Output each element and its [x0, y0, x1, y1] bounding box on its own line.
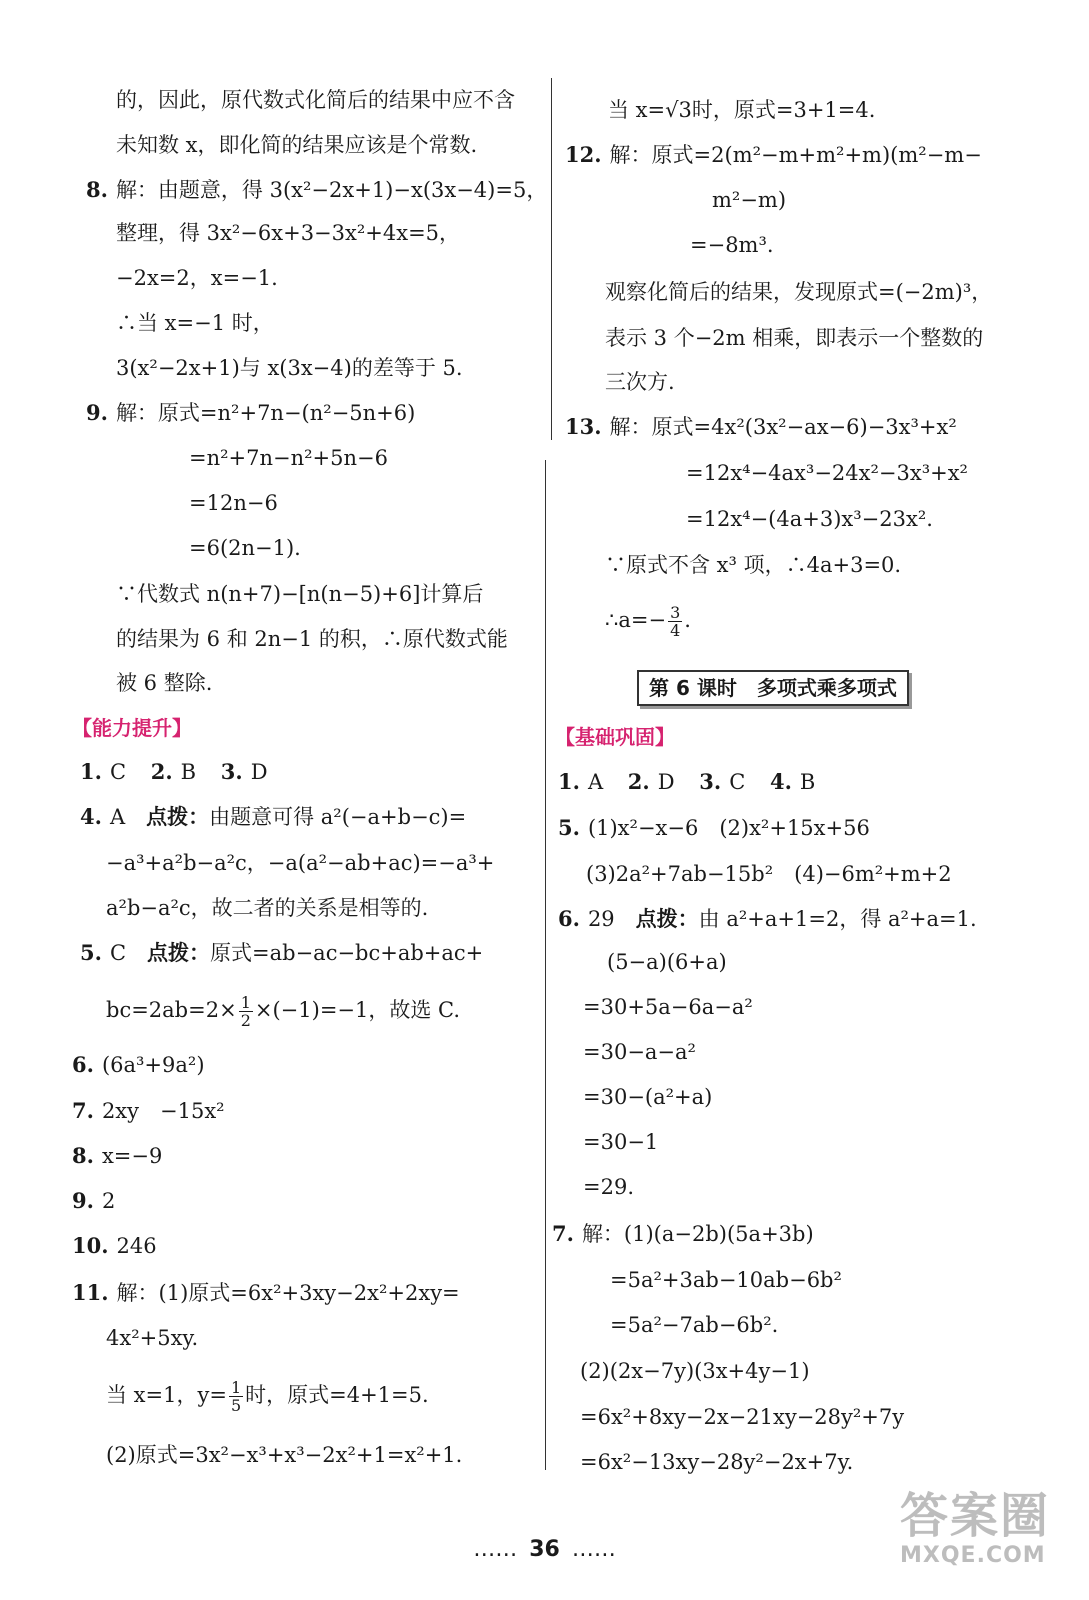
answers-1-4: 1. A 2. D 3. C 4. B — [558, 769, 816, 794]
footer-dots-right: …… — [571, 1537, 616, 1562]
answer-11: 11. 解：(1)原式=6x²+3xy−2x²+2xy= — [72, 1280, 460, 1305]
text-line: =30−a−a² — [583, 1040, 696, 1064]
watermark-url: MXQE.COM — [900, 1543, 1046, 1568]
answer-4: 4. A 点拨：由题意可得 a²(−a+b−c)= — [80, 804, 467, 829]
text-line: 被 6 整除. — [116, 671, 213, 695]
text-line: (3)2a²+7ab−15b² (4)−6m²+m+2 — [586, 862, 952, 886]
text-line: m²−m) — [712, 188, 787, 212]
text-line: 的，因此，原代数式化简后的结果中应不含 — [116, 88, 515, 112]
section-heading-ability: 【能力提升】 — [72, 716, 192, 740]
text-line: −2x=2，x=−1. — [116, 266, 278, 290]
lesson-title-box — [637, 670, 909, 706]
lesson-number: 第 6 课时 — [649, 676, 737, 700]
answer-10: 10. 246 — [72, 1233, 157, 1258]
text-line: =6x²−13xy−28y²−2x+7y. — [580, 1450, 854, 1474]
text-line: =12x⁴−(4a+3)x³−23x². — [686, 507, 933, 531]
text-line: 三次方. — [605, 370, 675, 394]
fraction: $\frac{1}{5}$ — [230, 1378, 242, 1415]
answer-6-right: 6. 29 点拨：由 a²+a+1=2，得 a²+a=1. — [558, 906, 977, 931]
answers-1-3: 1. C 2. B 3. D — [80, 759, 268, 784]
answer-5: 5. C 点拨：原式=ab−ac−bc+ab+ac+ — [80, 940, 484, 965]
text-line: 4x²+5xy. — [106, 1326, 199, 1350]
column-divider-bottom — [545, 460, 546, 1470]
answer-8: 8. 解：由题意，得 3(x²−2x+1)−x(3x−4)=5， — [86, 177, 548, 202]
text-line: (2)(2x−7y)(3x+4y−1) — [580, 1359, 810, 1383]
text-line: 未知数 x，即化简的结果应该是个常数. — [116, 133, 478, 157]
text-line: 的结果为 6 和 2n−1 的积，∴原代数式能 — [116, 627, 508, 651]
section-heading-basics: 【基础巩固】 — [555, 725, 675, 749]
text-line: =30−(a²+a) — [583, 1085, 713, 1109]
watermark-logo: 答案圈 — [900, 1488, 1051, 1544]
text-line: ∵原式不含 x³ 项，∴4a+3=0. — [605, 553, 902, 577]
text-line: ∴a=− $\frac{3}{4}$ . — [605, 603, 691, 640]
watermark — [900, 1490, 1050, 1570]
answer-5-right: 5. (1)x²−x−6 (2)x²+15x+56 — [558, 815, 870, 840]
text-line: 3(x²−2x+1)与 x(3x−4)的差等于 5. — [116, 356, 463, 380]
text-line: =30−1 — [583, 1130, 659, 1154]
fraction: $\frac{1}{2}$ — [240, 993, 251, 1030]
text-line: =12n−6 — [189, 491, 278, 515]
text-line: bc=2ab=2× $\frac{1}{2}$ ×(−1)=−1，故选 C. — [106, 993, 461, 1030]
page-number: 36 — [529, 1537, 560, 1562]
text-line: =5a²−7ab−6b². — [610, 1313, 779, 1337]
text-line: 整理，得 3x²−6x+3−3x²+4x=5， — [116, 221, 461, 245]
text-line: ∴当 x=−1 时， — [116, 311, 274, 335]
column-divider-top — [551, 78, 552, 440]
text-line: ∵代数式 n(n+7)−[n(n−5)+6]计算后 — [116, 582, 484, 606]
text-line: =29. — [583, 1175, 634, 1199]
answer-12: 12. 解：原式=2(m²−m+m²+m)(m²−m− — [565, 142, 982, 167]
answer-7: 7. 2xy −15x² — [72, 1098, 225, 1123]
answer-8b: 8. x=−9 — [72, 1143, 163, 1168]
text-line: 观察化简后的结果，发现原式=(−2m)³， — [605, 280, 993, 304]
answer-9: 9. 解：原式=n²+7n−(n²−5n+6) — [86, 400, 416, 425]
answer-13: 13. 解：原式=4x²(3x²−ax−6)−3x³+x² — [565, 414, 957, 439]
text-line: −a³+a²b−a²c，−a(a²−ab+ac)=−a³+ — [106, 851, 495, 875]
text-line: =12x⁴−4ax³−24x²−3x³+x² — [686, 461, 968, 485]
text-line: 表示 3 个−2m 相乘，即表示一个整数的 — [605, 326, 984, 350]
answer-7-right: 7. 解：(1)(a−2b)(5a+3b) — [552, 1221, 814, 1246]
text-line: =6(2n−1). — [189, 536, 301, 560]
text-line: 当 x=√3时，原式=3+1=4. — [608, 98, 876, 122]
answer-9b: 9. 2 — [72, 1188, 116, 1213]
text-line: =6x²+8xy−2x−21xy−28y²+7y — [580, 1405, 905, 1429]
text-line: =5a²+3ab−10ab−6b² — [610, 1268, 842, 1292]
answer-6: 6. (6a³+9a²) — [72, 1052, 205, 1077]
text-line: =−8m³. — [690, 233, 774, 257]
text-line: =n²+7n−n²+5n−6 — [189, 446, 388, 470]
text-line: =30+5a−6a−a² — [583, 995, 753, 1019]
text-line: (2)原式=3x²−x³+x³−2x²+1=x²+1. — [106, 1443, 463, 1467]
fraction: $\frac{3}{4}$ — [670, 603, 681, 640]
text-line: 当 x=1，y= $\frac{1}{5}$ 时，原式=4+1=5. — [106, 1378, 429, 1415]
text-line: a²b−a²c，故二者的关系是相等的. — [106, 896, 429, 920]
footer-dots-left: …… — [473, 1537, 518, 1562]
text-line: (5−a)(6+a) — [607, 950, 727, 974]
lesson-title: 多项式乘多项式 — [756, 676, 897, 700]
